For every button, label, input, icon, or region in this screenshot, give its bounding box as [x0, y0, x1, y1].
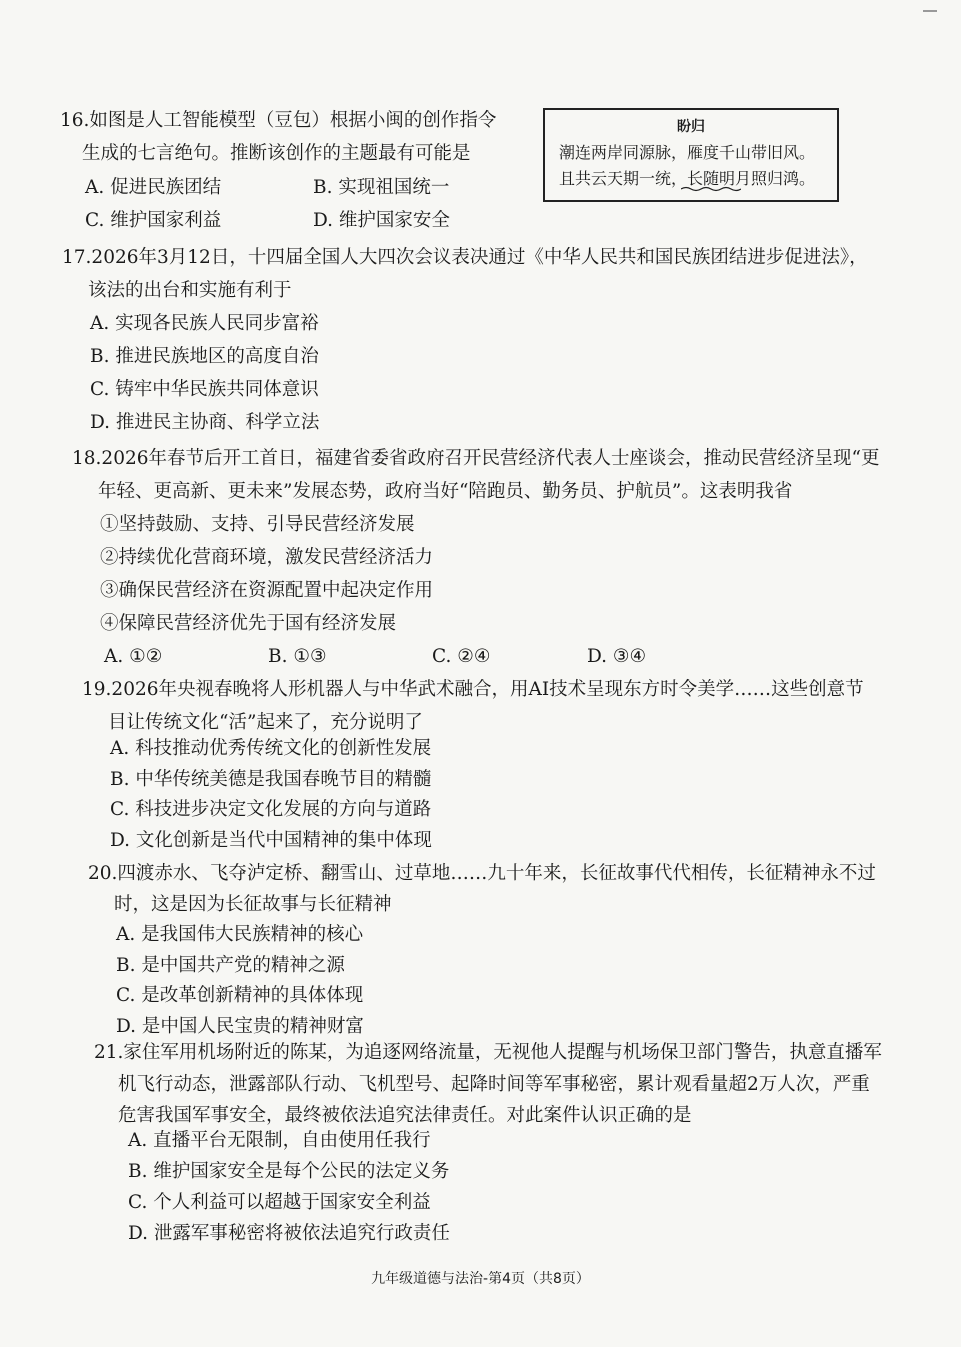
question-19-option-d[interactable]: D. 文化创新是当代中国精神的集中体现: [110, 829, 432, 851]
question-19-stem-line-1: 19.2026年央视春晚将人形机器人与中华武术融合，用AI技术呈现东方时令美学……这些创意节: [82, 679, 864, 700]
question-16-stem-line-1: 16.如图是人工智能模型（豆包）根据小闽的创作指令: [60, 110, 497, 131]
question-17: [62, 241, 868, 307]
question-20-option-d[interactable]: D. 是中国人民宝贵的精神财富: [116, 1015, 364, 1037]
question-16-option-b[interactable]: B. 实现祖国统一: [313, 177, 450, 198]
question-21-option-b[interactable]: B. 维护国家安全是每个公民的法定义务: [128, 1161, 450, 1182]
question-19-stem-line-2: 目让传统文化“活”起来了，充分说明了: [108, 712, 423, 733]
question-18: [72, 442, 879, 508]
question-17-option-d[interactable]: D. 推进民主协商、科学立法: [90, 412, 320, 433]
question-18-statement-3: ③确保民营经济在资源配置中起决定作用: [100, 580, 434, 601]
question-20-stem-line-2: 时，这是因为长征故事与长征精神: [114, 894, 392, 915]
question-20-option-b[interactable]: B. 是中国共产党的精神之源: [116, 954, 345, 976]
question-18-statement-1: ①坚持鼓励、支持、引导民营经济发展: [100, 514, 415, 535]
page-footer: 九年级道德与法治-第4页（共8页）: [371, 1271, 590, 1287]
question-21-option-c[interactable]: C. 个人利益可以超越于国家安全利益: [128, 1192, 431, 1213]
question-19-option-b[interactable]: B. 中华传统美德是我国春晚节目的精髓: [110, 768, 432, 790]
question-17-option-b[interactable]: B. 推进民族地区的高度自治: [90, 346, 319, 367]
question-21-option-a[interactable]: A. 直播平台无限制，自由使用任我行: [128, 1130, 431, 1151]
question-20-option-c[interactable]: C. 是改革创新精神的具体体现: [116, 985, 364, 1006]
question-21: [94, 1037, 882, 1132]
question-16-option-a[interactable]: A. 促进民族团结: [85, 177, 222, 198]
question-20-options: [116, 920, 364, 1042]
question-19-options: [110, 734, 432, 856]
question-17-stem-line-2: 该法的出台和实施有利于: [88, 280, 292, 301]
question-18-stem-line-2: 年轻、更高新、更未来”发展态势，政府当好“陪跑员、勤务员、护航员”。这表明我省: [98, 481, 793, 502]
question-21-stem-line-3: 危害我国军事安全，最终被依法追究法律责任。对此案件认识正确的是: [118, 1105, 692, 1126]
question-19-option-c[interactable]: C. 科技进步决定文化发展的方向与道路: [110, 799, 432, 820]
question-18-statement-4: ④保障民营经济优先于国有经济发展: [100, 613, 397, 634]
question-18-option-d[interactable]: D. ③④: [587, 646, 647, 667]
question-16-option-c[interactable]: C. 维护国家利益: [85, 210, 222, 231]
question-16-options: [85, 171, 450, 237]
question-16-option-d[interactable]: D. 维护国家安全: [313, 210, 450, 231]
question-18-statement-2: ②持续优化营商环境，激发民营经济活力: [100, 547, 434, 568]
question-19: [82, 673, 864, 739]
question-17-options: [90, 307, 319, 439]
poem-line-2: 且共云天期一统，长随明月照归鸿。: [559, 169, 816, 188]
poem-line-1: 潮连两岸同源脉，雁度千山带旧风。: [559, 143, 816, 162]
wavy-underline-icon: [681, 186, 741, 192]
question-18-stem-line-1: 18.2026年春节后开工首日，福建省委省政府召开民营经济代表人士座谈会，推动民营经济呈现“更: [72, 448, 880, 469]
question-17-option-c[interactable]: C. 铸牢中华民族共同体意识: [90, 379, 319, 400]
poem-title: 盼归: [677, 119, 705, 135]
question-21-stem-line-1: 21.家住军用机场附近的陈某，为追逐网络流量，无视他人提醒与机场保卫部门警告，执意直播军: [94, 1042, 882, 1063]
question-21-options: [128, 1125, 450, 1249]
question-18-statements: [100, 508, 433, 640]
question-20: [88, 858, 876, 920]
question-20-option-a[interactable]: A. 是我国伟大民族精神的核心: [116, 924, 364, 945]
question-18-option-c[interactable]: C. ②④: [432, 646, 491, 667]
question-16: [60, 104, 496, 170]
corner-mark: [923, 10, 937, 12]
question-17-option-a[interactable]: A. 实现各民族人民同步富裕: [90, 313, 319, 334]
question-18-options: [104, 640, 646, 673]
question-18-option-a[interactable]: A. ①②: [104, 646, 163, 667]
question-21-option-d[interactable]: D. 泄露军事秘密将被依法追究行政责任: [128, 1223, 450, 1244]
question-18-option-b[interactable]: B. ①③: [268, 646, 327, 667]
question-21-stem-line-2: 机飞行动态，泄露部队行动、飞机型号、起降时间等军事秘密，累计观看量超2万人次，严重: [118, 1073, 870, 1095]
question-19-option-a[interactable]: A. 科技推动优秀传统文化的创新性发展: [110, 738, 432, 759]
question-16-stem-line-2: 生成的七言绝句。推断该创作的主题最有可能是: [82, 143, 471, 164]
question-20-stem-line-1: 20.四渡赤水、飞夺泸定桥、翻雪山、过草地……九十年来，长征故事代代相传，长征精神永不过: [88, 863, 876, 884]
poem-box: [543, 108, 839, 202]
question-17-stem-line-1: 17.2026年3月12日，十四届全国人大四次会议表决通过《中华人民共和国民族团结进步促进法》，: [62, 247, 868, 268]
